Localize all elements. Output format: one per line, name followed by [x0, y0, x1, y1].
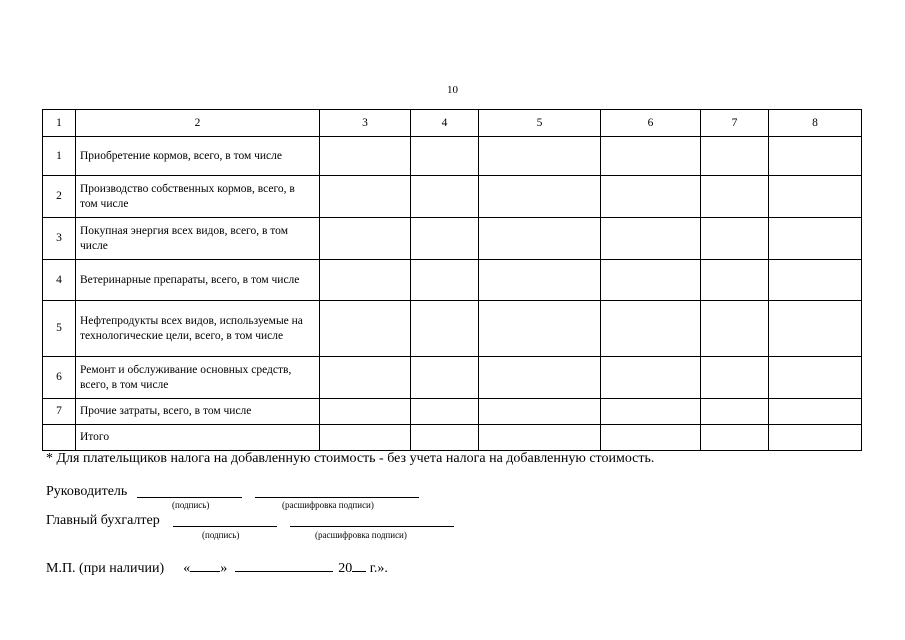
table-row	[43, 357, 862, 399]
expenses-table	[42, 109, 862, 451]
table-row	[43, 260, 862, 301]
table-cell	[479, 357, 601, 399]
row-number: 6	[43, 357, 76, 399]
table-cell	[601, 137, 701, 176]
table-cell	[701, 301, 769, 357]
table-cell	[701, 218, 769, 260]
table-cell	[769, 218, 862, 260]
table-row	[43, 137, 862, 176]
head-label: Руководитель	[46, 484, 128, 499]
column-header: 6	[601, 110, 701, 137]
row-label: Приобретение кормов, всего, в том числе	[76, 137, 320, 176]
date-close-quote: »	[220, 561, 228, 576]
row-number: 2	[43, 176, 76, 218]
table-cell	[320, 260, 411, 301]
row-label: Ремонт и обслуживание основных средств, всего, в том числе	[76, 357, 320, 399]
table-row	[43, 301, 862, 357]
table-row-total	[43, 425, 862, 451]
table-cell	[479, 137, 601, 176]
year-field[interactable]	[352, 571, 366, 572]
row-number: 4	[43, 260, 76, 301]
table-cell	[320, 137, 411, 176]
table-cell	[769, 176, 862, 218]
table-cell	[601, 399, 701, 425]
table-cell	[601, 301, 701, 357]
footnote: * Для плательщиков налога на добавленную стоимость - без учета налога на добавленную стоимость.	[46, 451, 655, 466]
table-cell	[701, 137, 769, 176]
table-cell	[320, 176, 411, 218]
table-cell	[320, 425, 411, 451]
table-cell	[479, 218, 601, 260]
table-cell	[701, 260, 769, 301]
head-signature-line[interactable]	[137, 497, 242, 498]
decryption-caption: (расшифровка подписи)	[315, 530, 407, 540]
table-cell	[701, 399, 769, 425]
table-row	[43, 176, 862, 218]
date-open-quote: «	[183, 561, 191, 576]
table-cell	[411, 137, 479, 176]
row-number: 7	[43, 399, 76, 425]
table-cell	[769, 357, 862, 399]
table-cell	[479, 399, 601, 425]
signature-caption: (подпись)	[172, 500, 210, 510]
table-cell	[601, 425, 701, 451]
row-label: Ветеринарные препараты, всего, в том числе	[76, 260, 320, 301]
row-number: 1	[43, 137, 76, 176]
table-cell	[411, 399, 479, 425]
row-label: Итого	[76, 425, 320, 451]
table-cell	[411, 425, 479, 451]
table-cell	[701, 176, 769, 218]
page-number: 10	[447, 84, 458, 96]
table-cell	[411, 176, 479, 218]
row-label: Производство собственных кормов, всего, в том числе	[76, 176, 320, 218]
mp-label: М.П. (при наличии)	[46, 561, 165, 576]
table-cell	[601, 218, 701, 260]
row-number: 3	[43, 218, 76, 260]
row-label: Покупная энергия всех видов, всего, в том числе	[76, 218, 320, 260]
accountant-signature-line[interactable]	[173, 526, 277, 527]
table-cell	[411, 301, 479, 357]
table-cell	[479, 301, 601, 357]
row-label: Нефтепродукты всех видов, используемые на технологические цели, всего, в том числе	[76, 301, 320, 357]
table-cell	[769, 399, 862, 425]
table-cell	[701, 357, 769, 399]
table-cell	[769, 260, 862, 301]
table-cell	[601, 357, 701, 399]
column-header: 8	[769, 110, 862, 137]
accountant-decryption-line[interactable]	[290, 526, 454, 527]
table-cell	[320, 399, 411, 425]
table-cell	[320, 301, 411, 357]
stamp-date-line	[46, 561, 388, 577]
signature-caption: (подпись)	[202, 530, 240, 540]
column-header: 4	[411, 110, 479, 137]
year-suffix: г.».	[369, 561, 388, 576]
table-cell	[479, 260, 601, 301]
decryption-caption: (расшифровка подписи)	[282, 500, 374, 510]
table-cell	[411, 218, 479, 260]
table-row	[43, 399, 862, 425]
table-cell	[601, 176, 701, 218]
column-header: 5	[479, 110, 601, 137]
column-header: 3	[320, 110, 411, 137]
table-row	[43, 218, 862, 260]
head-decryption-line[interactable]	[255, 497, 419, 498]
table-cell	[411, 260, 479, 301]
table-cell	[769, 301, 862, 357]
column-header: 2	[76, 110, 320, 137]
row-number: 5	[43, 301, 76, 357]
table-cell	[601, 260, 701, 301]
column-header: 7	[701, 110, 769, 137]
year-prefix: 20	[338, 561, 353, 576]
month-field[interactable]	[235, 571, 333, 572]
table-cell	[320, 218, 411, 260]
day-field[interactable]	[190, 571, 220, 572]
table-cell	[769, 137, 862, 176]
table-cell	[479, 176, 601, 218]
table-cell	[320, 357, 411, 399]
table-cell	[701, 425, 769, 451]
table-cell	[479, 425, 601, 451]
row-label: Прочие затраты, всего, в том числе	[76, 399, 320, 425]
row-number	[43, 425, 76, 451]
table-cell	[769, 425, 862, 451]
accountant-label: Главный бухгалтер	[46, 513, 160, 528]
table-cell	[411, 357, 479, 399]
table-header-row	[43, 110, 862, 137]
column-header: 1	[43, 110, 76, 137]
